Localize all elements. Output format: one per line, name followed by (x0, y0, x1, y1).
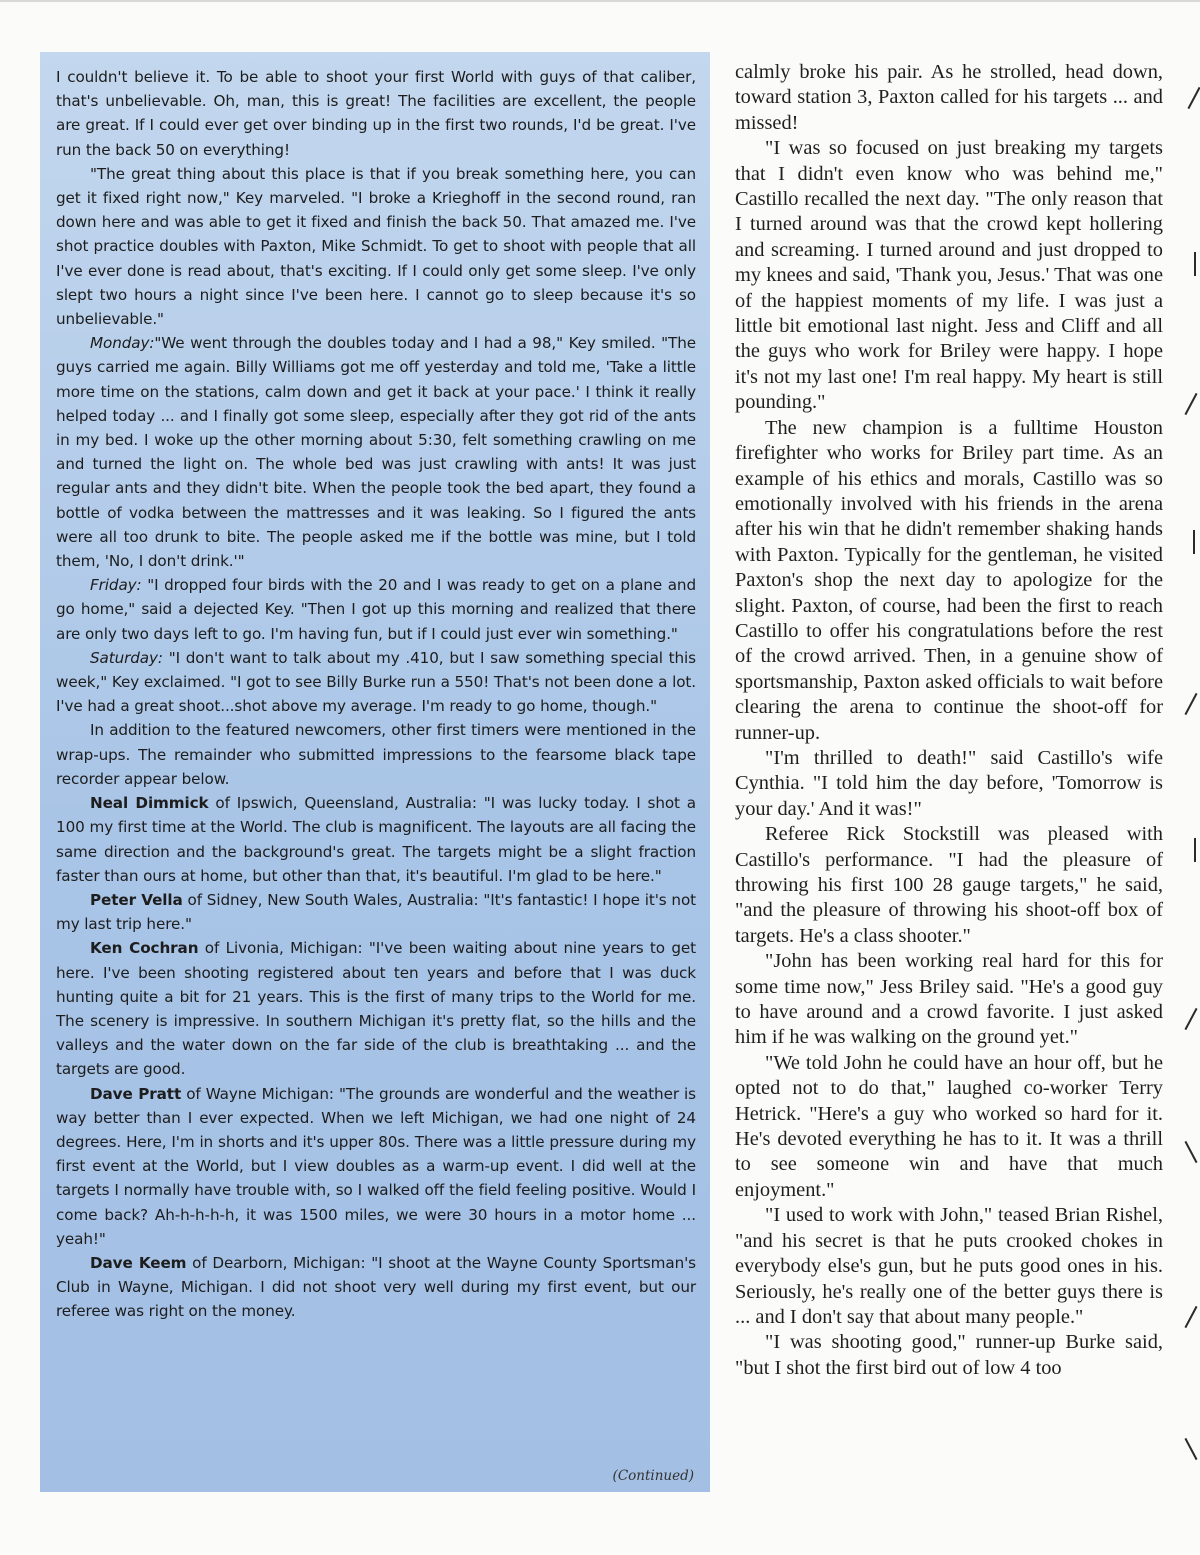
sidebar-text-run: In addition to the featured newcomers, other first timers were mentioned in the wrap-ups. The remainder who submitted impressions to the fearsome black tape recorder appear below. (56, 721, 696, 788)
sidebar-paragraph (56, 65, 696, 162)
article-paragraph: "I'm thrilled to death!" said Castillo's wife Cynthia. "I told him the day before, 'Tomorrow is your day.' And it was!" (735, 746, 1163, 820)
margin-mark (1187, 87, 1200, 109)
sidebar-paragraph (56, 162, 696, 331)
margin-mark (1184, 1141, 1197, 1163)
sidebar-text-run: of Dearborn, Michigan: "I shoot at the Wayne County Sportsman's Club in Wayne, Michigan. I did not shoot very well during my first event, but our referee was right on the money. (56, 1253, 696, 1321)
article-paragraph: "I was so focused on just breaking my targets that I didn't even know who was behind me," Castillo recalled the next day. "The only reason that I turned around was that the crowd kept hollering and screaming. I turned around and just dropped to my knees and said, 'Thank you, Jesus.' That was one of the happiest moments of my life. I was just a little bit emotional last night. Jess and Cliff and all the guys who work for Briley were happy. I hope it's not my last one! I'm real happy. My heart is still pounding." (735, 137, 1163, 414)
article-paragraph: "I was shooting good," runner-up Burke said, "but I shot the first bird out of low 4 too (735, 1331, 1163, 1379)
margin-mark (1194, 838, 1196, 862)
sidebar-text-run: "The great thing about this place is that if you break something here, you can get it fixed right now," Key marveled. "I broke a Krieghoff in the second round, ran down here and was able to get it fixed and finish the back 50. That amazed me. I've shot practice doubles with Paxton, Mike Schmidt. To get to shoot with people that all I've ever done is read about, that's exciting. If I could only get some sleep. I've only slept two hours a night since I've been here. I cannot go to sleep because it's so unbelievable." (56, 164, 696, 329)
article-paragraph: calmly broke his pair. As he strolled, head down, toward station 3, Paxton called for his targets ... and missed! (735, 61, 1163, 134)
margin-mark (1184, 1438, 1197, 1460)
sidebar-text-run: of Livonia, Michigan: "I've been waiting about nine years to get here. I've been shooting registered about ten years and before that I was duck hunting quite a bit for 21 years. This is the first of many trips to the World for me. The scenery is impressive. In southern Michigan it's pretty flat, so the hills and the valleys and the water down on the far side of the club is breathtaking ... and the targets are good. (56, 939, 697, 1079)
sidebar-box (40, 52, 710, 1492)
margin-mark (1184, 1306, 1197, 1328)
article-paragraph: The new champion is a fulltime Houston firefighter who works for Briley part time. As an example of his ethics and morals, Castillo was so emotionally involved with his friends in the arena after his win that he didn't remember shaking hands with Paxton. Typically for the gentleman, he visited Paxton's shop the next day to apologize for the slight. Paxton, of course, had been the first to reach Castillo to offer his congratulations before the rest of the crowd arrived. Then, in a genuine show of sportsmanship, Paxton asked officials to wait before clearing the arena to continue the shoot-off for runner-up. (735, 416, 1163, 744)
margin-mark (1184, 393, 1197, 415)
sidebar-paragraph (56, 331, 696, 573)
sidebar-paragraph (56, 646, 696, 719)
article-paragraph: "John has been working real hard for this for some time now," Jess Briley said. "He's a good guy to have around and a crowd favorite. I just asked him if he was walking on the ground yet." (735, 950, 1163, 1049)
sidebar-paragraph (56, 888, 696, 936)
speaker-name: Dave Pratt (90, 1084, 182, 1103)
sidebar-paragraph (56, 936, 696, 1081)
speaker-name: Ken Cochran (90, 939, 199, 958)
article-paragraph: Referee Rick Stockstill was pleased with Castillo's performance. "I had the pleasure of throwing his first 100 28 gauge targets," he said, "and the pleasure of throwing his shoot-off box of targets. He's a class shooter." (735, 823, 1163, 947)
speaker-name: Neal Dimmick (90, 794, 209, 813)
sidebar-paragraph (56, 573, 696, 646)
sidebar-text-run: "I don't want to talk about my .410, but I saw something special this week," Key exclaimed. "I got to see Billy Burke run a 550! That's not been done a lot. I've had a great shoot...shot above my average. I'm ready to go home, though." (56, 648, 696, 716)
sidebar-text (56, 65, 696, 1324)
sidebar-paragraph (56, 1082, 696, 1251)
sidebar-paragraph (56, 1251, 696, 1324)
speaker-name: Peter Vella (90, 890, 183, 909)
continued-note: (Continued) (612, 1468, 694, 1484)
sidebar-paragraph (56, 791, 696, 888)
speaker-name: Dave Keem (90, 1253, 187, 1272)
margin-mark (1184, 1008, 1197, 1030)
sidebar-text-run: "We went through the doubles today and I had a 98," Key smiled. "The guys carried me again. Billy Williams got me off yesterday and told me, 'Take a little more time on the stations, calm down and get it back at your pace.' I think it really helped today ... and I finally got some sleep, especially after they got rid of the ants in my bed. I woke up the other morning about 5:30, felt something crawling on me and turned the light on. The whole bed was just crawling with ants! It was just regular ants and they didn't bite. When the people took the bed apart, they found a bottle of vodka between the mattresses and it was leaking. So I figured the ants were all too drunk to bite. The people asked me if the bottle was mine, but I told them, 'No, I don't drink.'" (56, 334, 696, 571)
sidebar-text-run: of Wayne Michigan: "The grounds are wonderful and the weather is way better than I ever expected. When we left Michigan, we had one night of 24 degrees. Here, I'm in shorts and it's upper 80s. There was a little pressure during my first event at the World, but I view doubles as a warm-up event. I did well at the targets I normally have trouble with, so I walked off the field feeling positive. Would I come back? Ah-h-h-h-h, it was 1500 miles, we were 30 hours in a motor home ... yeah!" (56, 1084, 696, 1248)
article-paragraph: "We told John he could have an hour off, but he opted not to do that," laughed co-worker Terry Hetrick. "Here's a guy who worked so hard for it. He's devoted everything he has to it. It was a thrill to see someone win and have that much enjoyment." (735, 1051, 1163, 1201)
margin-mark (1194, 252, 1196, 276)
sidebar-text-run: of Sidney, New South Wales, Australia: "It's fantastic! I hope it's not my last trip here." (56, 890, 696, 934)
main-column (735, 60, 1163, 1381)
sidebar-text-run: I couldn't believe it. To be able to shoot your first World with guys of that caliber, that's unbelievable. Oh, man, this is great! The facilities are excellent, the people are great. If I could ever get over binding up in the first two rounds, I'd be great. I've run the back 50 on everything! (56, 68, 696, 159)
sidebar-paragraph (56, 718, 696, 791)
sidebar-text-run: of Ipswich, Queensland, Australia: "I was lucky today. I shot a 100 my first time at the World. The club is magnificent. The layouts are all facing the same direction and the background's great. The targets might be a slight fraction faster than ours at home, but other than that, it's beautiful. I'm glad to be here." (56, 794, 697, 885)
margin-mark (1184, 693, 1197, 715)
margin-mark (1193, 530, 1195, 554)
day-label: Monday: (90, 334, 155, 353)
sidebar-text-run: "I dropped four birds with the 20 and I was ready to get on a plane and go home," said a dejected Key. "Then I got up this morning and realized that there are only two days left to go. I'm having fun, but if I could just ever win something." (56, 576, 696, 643)
top-rule (0, 0, 1200, 2)
article-paragraph: "I used to work with John," teased Brian Rishel, "and his secret is that he puts crooked chokes in everybody else's gun, but he puts good ones in his. Seriously, he's really one of the better guys there is ... and I don't say that about many people." (735, 1204, 1163, 1328)
day-label: Friday: (90, 576, 142, 595)
day-label: Saturday: (90, 648, 163, 667)
